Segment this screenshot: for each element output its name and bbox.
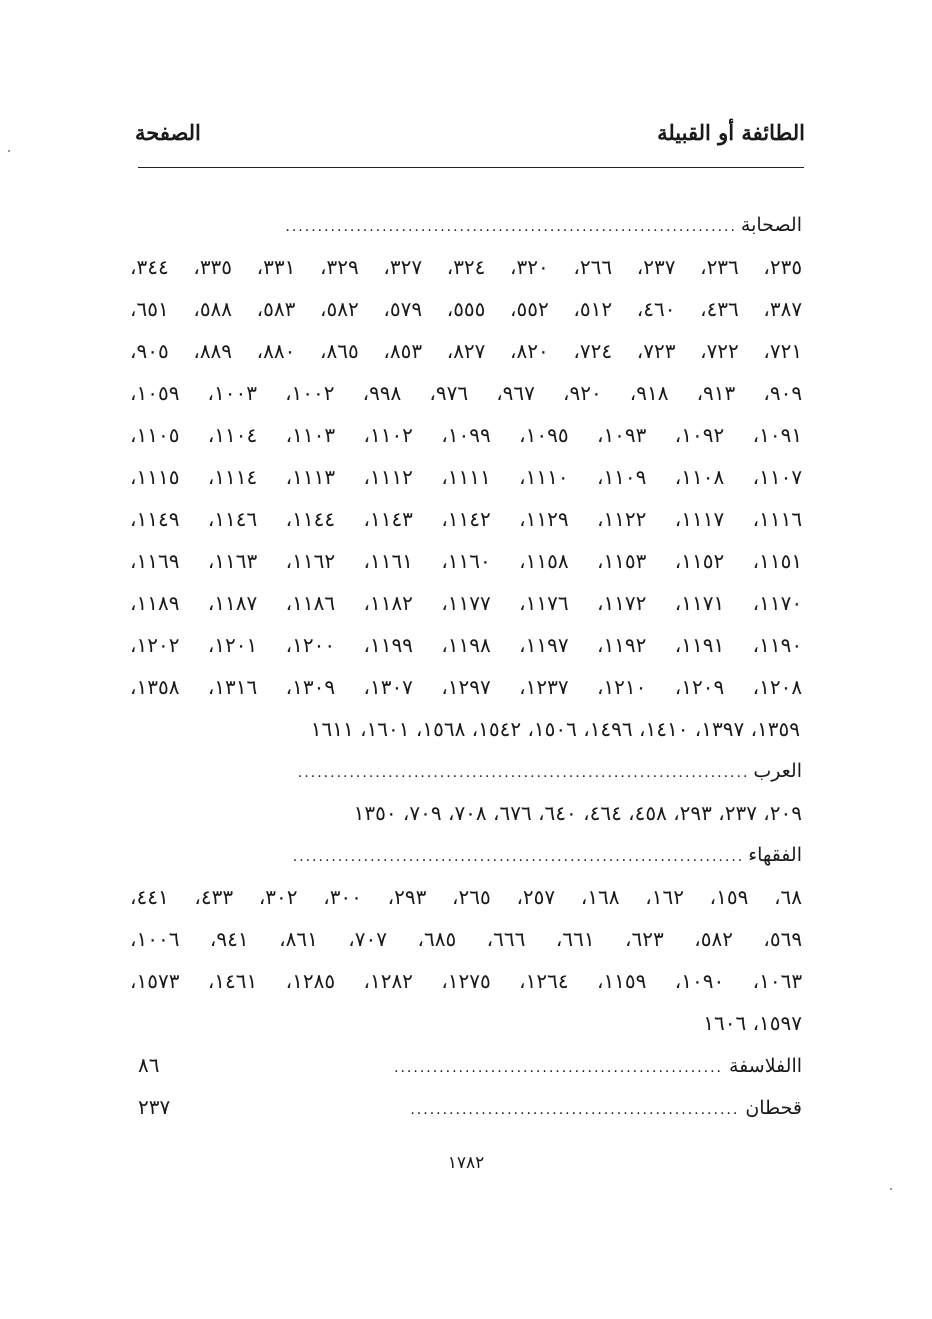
section-label: الفقهاء — [748, 844, 802, 866]
page-list-line: ١٣٥٩، ١٣٩٧، ١٤١٠، ١٤٩٦، ١٥٠٦، ١٥٤٢، ١٥٦٨، ١٦٠١، ١٦١١ — [310, 717, 800, 741]
entry-label: االفلاسفة — [728, 1055, 802, 1077]
page-list-line: ١١٥١، ١١٥٢، ١١٥٣، ١١٥٨، ١١٦٠، ١١٦١، ١١٦٢، ١١٦٣، ١١٦٩، — [130, 549, 802, 573]
page-list-line: ٦٨، ١٥٩، ١٦٢، ١٦٨، ٢٥٧، ٢٦٥، ٢٩٣، ٣٠٠، ٣٠٢، ٤٣٣، ٤٤١، — [130, 885, 802, 909]
index-entry-qahtan — [130, 1086, 802, 1128]
page-list-line: ١١٧٠، ١١٧١، ١١٧٢، ١١٧٦، ١١٧٧، ١١٨٢، ١١٨٦، ١١٨٧، ١١٨٩، — [130, 591, 802, 615]
page-header — [135, 112, 805, 152]
page-list-line: ١١٩٠، ١١٩١، ١١٩٢، ١١٩٧، ١١٩٨، ١١٩٩، ١٢٠٠، ١٢٠١، ١٢٠٢، — [130, 633, 802, 657]
page-list-line: ٥٦٩، ٥٨٢، ٦٢٣، ٦٦١، ٦٦٦، ٦٨٥، ٧٠٧، ٨٦١، ٩٤١، ١٠٠٦، — [130, 927, 802, 951]
leader-dots: ................................................... — [410, 1102, 740, 1118]
leader-dots: ................................................... — [394, 1060, 723, 1076]
section-label: العرب — [753, 760, 802, 782]
page-list-line: ٧٢١، ٧٢٢، ٧٢٣، ٧٢٤، ٨٢٠، ٨٢٧، ٨٥٣، ٨٦٥، ٨٨٠، ٨٨٩، ٩٠٥، — [130, 339, 802, 363]
page-list-line: ١١١٦، ١١١٧، ١١٢٢، ١١٢٩، ١١٤٢، ١١٤٣، ١١٤٤، ١١٤٦، ١١٤٩، — [130, 507, 802, 531]
page-list-line: ١٢٠٨، ١٢٠٩، ١٢١٠، ١٢٣٧، ١٢٩٧، ١٣٠٧، ١٣٠٩، ١٣١٦، ١٣٥٨، — [130, 675, 802, 699]
scan-speck — [890, 1188, 892, 1190]
scan-speck — [8, 150, 10, 152]
header-right-title: الطائفة أو القبيلة — [657, 119, 805, 145]
page-list-line: ١٥٩٧، ١٦٠٦ — [703, 1011, 802, 1035]
page-list-line: ٣٨٧، ٤٣٦، ٤٦٠، ٥١٢، ٥٥٢، ٥٥٥، ٥٧٩، ٥٨٢، ٥٨٣، ٥٨٨، ٦٥١، — [130, 297, 802, 321]
section-heading-sahaba — [130, 204, 802, 246]
page-list-line: ٢٣٥، ٢٣٦، ٢٣٧، ٢٦٦، ٣٢٠، ٣٢٤، ٣٢٧، ٣٢٩، ٣٣١، ٣٣٥، ٣٤٤، — [130, 255, 802, 279]
section-heading-fuqaha — [130, 834, 802, 876]
page-list-line: ٢٠٩، ٢٣٧، ٢٩٣، ٤٥٨، ٤٦٤، ٦٤٠، ٦٧٦، ٧٠٨، ٧٠٩، ١٣٥٠ — [353, 801, 802, 825]
entry-label: قحطان — [745, 1097, 802, 1119]
leader-dots: ...................................................................... — [292, 849, 745, 865]
header-rule — [138, 167, 804, 168]
page-list-line: ٩٠٩، ٩١٣، ٩١٨، ٩٢٠، ٩٦٧، ٩٧٦، ٩٩٨، ١٠٠٢، ١٠٠٣، ١٠٥٩، — [130, 381, 802, 405]
leader-dots: ...................................................................... — [285, 219, 737, 235]
entry-page-number: ٢٣٧ — [138, 1095, 171, 1119]
leader-dots: ...................................................................... — [297, 765, 750, 781]
section-heading-arab — [130, 750, 802, 792]
entry-page-number: ٨٦ — [138, 1053, 160, 1077]
section-label: الصحابة — [740, 214, 802, 236]
index-content — [130, 204, 802, 1128]
index-entry-falasifa — [130, 1044, 802, 1086]
page-list-line: ١١٠٧، ١١٠٨، ١١٠٩، ١١١٠، ١١١١، ١١١٢، ١١١٣، ١١١٤، ١١١٥، — [130, 465, 802, 489]
footer-page-number: ١٧٨٢ — [447, 1153, 485, 1173]
page-list-line: ١٠٦٣، ١٠٩٠، ١١٥٩، ١٢٦٤، ١٢٧٥، ١٢٨٢، ١٢٨٥، ١٤٦١، ١٥٧٣، — [130, 969, 802, 993]
header-left-title: الصفحة — [135, 119, 201, 145]
page-list-line: ١٠٩١، ١٠٩٢، ١٠٩٣، ١٠٩٥، ١٠٩٩، ١١٠٢، ١١٠٣، ١١٠٤، ١١٠٥، — [130, 423, 802, 447]
